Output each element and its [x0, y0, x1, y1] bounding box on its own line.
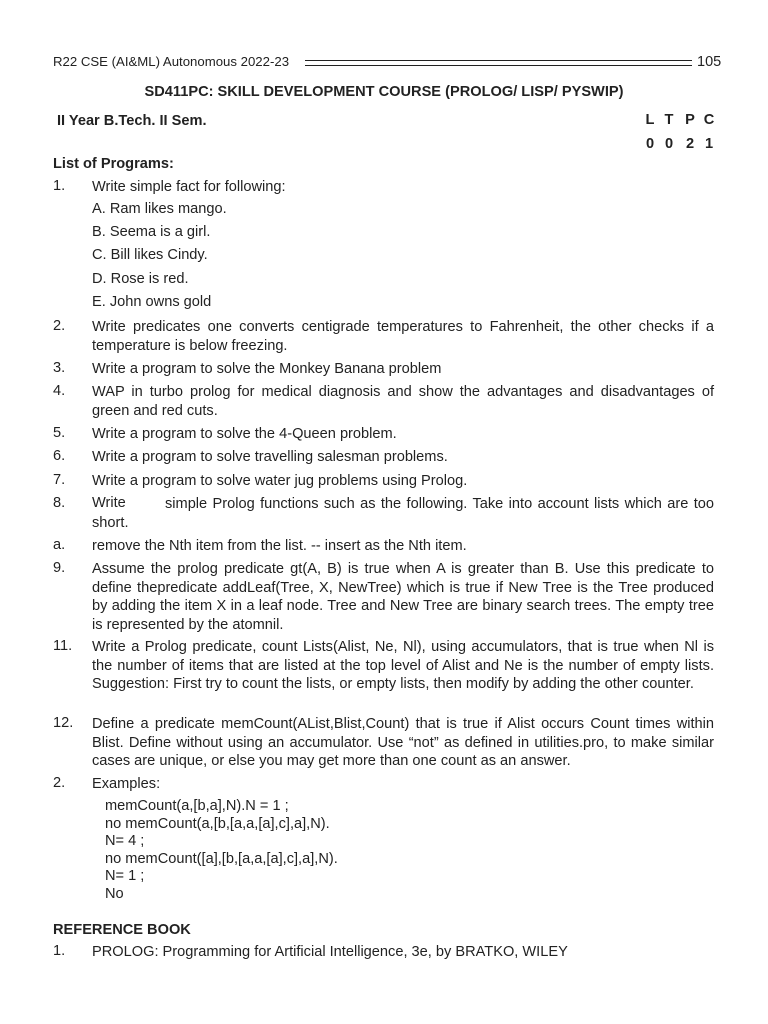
program-text: Write predicates one converts centigrade temperatures to Fahrenheit, the other checks if a temperature is below freezing.	[92, 319, 714, 354]
ltpc-value: 0	[645, 136, 655, 152]
running-header: R22 CSE (AI&ML) Autonomous 2022-23	[53, 54, 290, 69]
ltpc-label: T	[664, 112, 674, 128]
fact-item: D. Rose is red.	[92, 271, 189, 287]
example-line: No	[105, 886, 124, 902]
fact-item: B. Seema is a girl.	[92, 224, 211, 240]
ltpc-value: 1	[704, 136, 714, 152]
example-line: N= 4 ;	[105, 833, 145, 849]
fact-item: E. John owns gold	[92, 294, 212, 310]
programs-heading: List of Programs:	[53, 156, 174, 172]
program-text: Examples:	[92, 776, 161, 792]
program-text: Write simple fact for following:	[92, 179, 286, 195]
program-text: Write a Prolog predicate, count Lists(Alist, Ne, Nl), using accumulators, that is true when Nl is the number of items that are listed at the top level of Alist and Ne is the number of empty lists. Suggestion: First try to count the lists, or empty lists, then modify by adding the other counter.	[92, 639, 714, 692]
item-number: 1.	[53, 943, 66, 959]
item-number: 2.	[53, 318, 66, 334]
example-line: no memCount([a],[b,[a,a,[a],c],a],N).	[105, 851, 338, 867]
item-number: 7.	[53, 472, 66, 488]
program-text: Assume the prolog predicate gt(A, B) is true when A is greater than B. Use this predicate to define thepredicate addLeaf(Tree, X, NewTree) which is true if New Tree is the Tree produced by adding the item X in a leaf node. Tree and New Tree are binary search trees. The empty tree is represented by the atomnil.	[92, 561, 714, 633]
fact-item: A. Ram likes mango.	[92, 201, 227, 217]
reference-heading: REFERENCE BOOK	[53, 922, 191, 938]
item-number: 4.	[53, 383, 66, 399]
example-line: N= 1 ;	[105, 868, 145, 884]
item-number: 9.	[53, 560, 66, 576]
page-number: 105	[697, 54, 722, 70]
item-number: 3.	[53, 360, 66, 376]
item-number: 6.	[53, 448, 66, 464]
fact-item: C. Bill likes Cindy.	[92, 247, 208, 263]
item-number: 1.	[53, 178, 66, 194]
example-line: memCount(a,[b,a],N).N = 1 ;	[105, 798, 289, 814]
program-text: WAP in turbo prolog for medical diagnosis and show the advantages and disadvantages of green and red cuts.	[92, 384, 714, 419]
item-number: 5.	[53, 425, 66, 441]
ltpc-label: C	[703, 112, 715, 128]
program-text: remove the Nth item from the list. -- insert as the Nth item.	[92, 538, 467, 554]
program-text: Write a program to solve the 4-Queen problem.	[92, 426, 397, 442]
program-text: Define a predicate memCount(AList,Blist,Count) that is true if Alist occurs Count times within Blist. Define without using an accumulator. Use “not” as defined in utilities.pro, to make similar cases are unique, or else you may get more than one count as an answer.	[92, 716, 714, 769]
item-number: a.	[53, 537, 66, 553]
example-line: no memCount(a,[b,[a,a,[a],c],a],N).	[105, 816, 330, 832]
ltpc-label: P	[685, 112, 695, 128]
program-text: Write a program to solve travelling salesman problems.	[92, 449, 448, 465]
ltpc-label: L	[645, 112, 655, 128]
item-number: 12.	[53, 715, 74, 731]
ltpc-value: 0	[664, 136, 674, 152]
program-text: Write a program to solve water jug problems using Prolog.	[92, 473, 468, 489]
ltpc-value: 2	[685, 136, 695, 152]
header-rule	[305, 60, 692, 66]
year-semester: II Year B.Tech. II Sem.	[57, 113, 207, 129]
item-number: 8.	[53, 495, 66, 511]
item-number: 11.	[53, 638, 73, 654]
item-number: 2.	[53, 775, 66, 791]
program-text: Write	[92, 495, 126, 511]
course-title: SD411PC: SKILL DEVELOPMENT COURSE (PROLOG/ LISP/ PYSWIP)	[144, 84, 624, 100]
program-text: simple Prolog functions such as the following. Take into account lists which are too short.	[92, 496, 714, 531]
reference-text: PROLOG: Programming for Artificial Intelligence, 3e, by BRATKO, WILEY	[92, 944, 568, 960]
program-text: Write a program to solve the Monkey Banana problem	[92, 361, 442, 377]
